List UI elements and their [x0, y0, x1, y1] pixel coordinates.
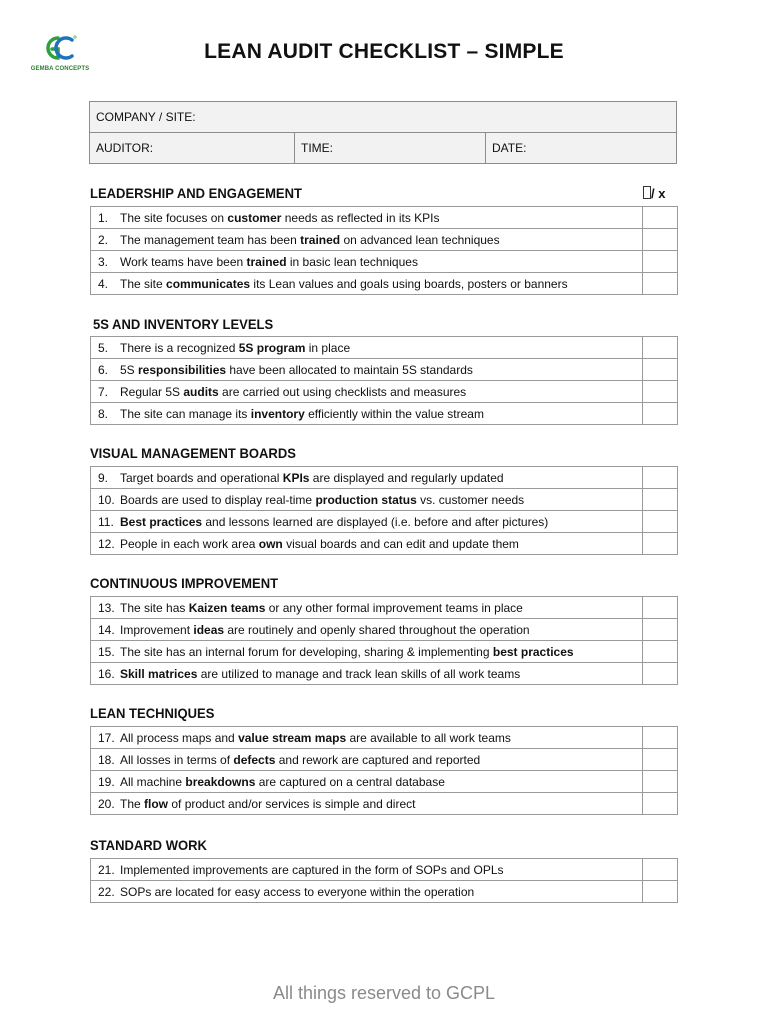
item-keyword: production status — [315, 492, 417, 507]
item-text: The site focuses on — [120, 210, 228, 225]
checklist-item-text — [91, 881, 643, 903]
check-box[interactable] — [643, 251, 678, 273]
checklist-item-text — [91, 403, 643, 425]
section-heading: 5S AND INVENTORY LEVELS — [93, 316, 274, 332]
item-keyword: customer — [227, 210, 282, 225]
checklist-row — [91, 727, 678, 749]
item-number: 16. — [98, 666, 115, 681]
item-text: SOPs are located for easy access to everyone within the operation — [120, 884, 475, 899]
item-text: The site — [120, 276, 167, 291]
item-text: efficiently within the value stream — [304, 406, 484, 421]
checklist-item-text — [91, 771, 643, 793]
section-table — [90, 336, 678, 425]
checklist-item-text — [91, 727, 643, 749]
check-box[interactable] — [643, 403, 678, 425]
item-keyword: trained — [300, 232, 341, 247]
checklist-item-text — [91, 251, 643, 273]
checklist-row — [91, 467, 678, 489]
checklist-item-text — [91, 207, 643, 229]
check-box[interactable] — [643, 663, 678, 685]
item-number: 12. — [98, 536, 115, 551]
checklist-item-text — [91, 489, 643, 511]
page-title: LEAN AUDIT CHECKLIST – SIMPLE — [204, 40, 564, 63]
checklist-item-text — [91, 511, 643, 533]
item-keyword: Best practices — [120, 514, 203, 529]
item-number: 21. — [98, 862, 115, 877]
item-keyword: ideas — [193, 622, 225, 637]
checklist-row — [91, 641, 678, 663]
item-text: in basic lean techniques — [286, 254, 418, 269]
checklist-row — [91, 859, 678, 881]
checklist-row — [91, 771, 678, 793]
item-text: There is a recognized — [120, 340, 239, 355]
item-number: 3. — [98, 254, 109, 269]
item-keyword: best practices — [492, 644, 574, 659]
section-heading: CONTINUOUS IMPROVEMENT — [90, 575, 279, 591]
item-text: or any other formal improvement teams in place — [265, 600, 523, 615]
item-text: are captured on a central database — [255, 774, 445, 789]
item-text: of product and/or services is simple and direct — [168, 796, 416, 811]
item-number: 20. — [98, 796, 115, 811]
item-keyword: defects — [233, 752, 276, 767]
footer-note: All things reserved to GCPL — [272, 983, 496, 1003]
item-text: and rework are captured and reported — [275, 752, 481, 767]
item-text: All process maps and — [120, 730, 239, 745]
item-number: 17. — [98, 730, 115, 745]
checklist-item-text — [91, 359, 643, 381]
checklist-item-text — [91, 793, 643, 815]
item-text: The site has an internal forum for developing, sharing & implementing — [120, 644, 493, 659]
item-number: 8. — [98, 406, 109, 421]
item-keyword: own — [258, 536, 283, 551]
item-number: 18. — [98, 752, 115, 767]
section-heading: STANDARD WORK — [90, 837, 207, 853]
section-table — [90, 726, 678, 815]
item-keyword: inventory — [250, 406, 305, 421]
checklist-row — [91, 619, 678, 641]
item-keyword: audits — [183, 384, 219, 399]
item-number: 5. — [98, 340, 109, 355]
check-box[interactable] — [643, 793, 678, 815]
company-site-field[interactable]: COMPANY / SITE: — [90, 102, 677, 133]
check-box[interactable] — [643, 207, 678, 229]
checklist-item-text — [91, 663, 643, 685]
checklist-row — [91, 273, 678, 295]
item-text: in place — [305, 340, 351, 355]
item-text: and lessons learned are displayed (i.e. before and after pictures) — [202, 514, 549, 529]
checklist-item-text — [91, 467, 643, 489]
check-box[interactable] — [643, 467, 678, 489]
item-keyword: breakdowns — [185, 774, 256, 789]
item-number: 2. — [98, 232, 109, 247]
check-box[interactable] — [643, 771, 678, 793]
check-box[interactable] — [643, 533, 678, 555]
check-box[interactable] — [643, 597, 678, 619]
check-box[interactable] — [643, 273, 678, 295]
section-heading: LEADERSHIP AND ENGAGEMENT — [90, 185, 302, 201]
item-number: 22. — [98, 884, 115, 899]
checklist-row — [91, 533, 678, 555]
item-text: are utilized to manage and track lean skills of all work teams — [197, 666, 521, 681]
check-box[interactable] — [643, 229, 678, 251]
item-keyword: trained — [246, 254, 287, 269]
item-text: 5S — [120, 362, 139, 377]
item-text: The site can manage its — [120, 406, 251, 421]
item-number: 14. — [98, 622, 115, 637]
check-box[interactable] — [643, 337, 678, 359]
time-field[interactable]: TIME: — [295, 133, 486, 164]
item-number: 6. — [98, 362, 109, 377]
item-number: 15. — [98, 644, 115, 659]
item-number: 1. — [98, 210, 109, 225]
item-number: 13. — [98, 600, 115, 615]
item-text: Improvement — [120, 622, 194, 637]
check-box[interactable] — [643, 511, 678, 533]
audit-info-table — [89, 101, 677, 164]
item-text: The site has — [120, 600, 189, 615]
checklist-item-text — [91, 619, 643, 641]
checklist-row — [91, 793, 678, 815]
item-text: are displayed and regularly updated — [309, 470, 504, 485]
item-keyword: Skill matrices — [120, 666, 198, 681]
check-box[interactable] — [643, 619, 678, 641]
date-field[interactable]: DATE: — [486, 133, 677, 164]
item-keyword: responsibilities — [138, 362, 227, 377]
checklist-item-text — [91, 533, 643, 555]
checklist-item-text — [91, 337, 643, 359]
section-heading: VISUAL MANAGEMENT BOARDS — [90, 445, 296, 461]
item-text: vs. customer needs — [416, 492, 525, 507]
item-text: All losses in terms of — [120, 752, 234, 767]
checklist-row — [91, 251, 678, 273]
item-number: 10. — [98, 492, 115, 507]
check-box[interactable] — [643, 859, 678, 881]
logo-caption: GEMBA CONCEPTS — [30, 66, 90, 72]
checklist-row — [91, 881, 678, 903]
checklist-row — [91, 381, 678, 403]
checklist-item-text — [91, 381, 643, 403]
checklist-item-text — [91, 749, 643, 771]
item-text: Boards are used to display real-time — [120, 492, 316, 507]
item-number: 19. — [98, 774, 115, 789]
item-text: People in each work area — [120, 536, 259, 551]
check-mark-icon — [643, 186, 651, 199]
checklist-row — [91, 207, 678, 229]
item-number: 4. — [98, 276, 109, 291]
item-keyword: 5S program — [238, 340, 306, 355]
checklist-row — [91, 511, 678, 533]
checklist-item-text — [91, 229, 643, 251]
item-keyword: communicates — [166, 276, 251, 291]
item-keyword: flow — [144, 796, 169, 811]
checklist-row — [91, 359, 678, 381]
section-table — [90, 466, 678, 555]
item-text: on advanced lean techniques — [340, 232, 500, 247]
check-header-label: / x — [651, 186, 666, 201]
item-text: All machine — [120, 774, 186, 789]
checklist-item-text — [91, 273, 643, 295]
auditor-field[interactable]: AUDITOR: — [90, 133, 295, 164]
item-keyword: value stream maps — [238, 730, 347, 745]
item-text: needs as reflected in its KPIs — [281, 210, 440, 225]
checklist-row — [91, 749, 678, 771]
item-text: Target boards and operational — [120, 470, 283, 485]
item-keyword: KPIs — [282, 470, 310, 485]
item-text: The — [120, 796, 145, 811]
item-text: are carried out using checklists and measures — [218, 384, 467, 399]
item-text: Work teams have been — [120, 254, 247, 269]
check-box[interactable] — [643, 749, 678, 771]
item-text: are routinely and openly shared throughout the operation — [224, 622, 530, 637]
item-text: Implemented improvements are captured in the form of SOPs and OPLs — [120, 862, 504, 877]
checklist-item-text — [91, 859, 643, 881]
checklist-row — [91, 229, 678, 251]
check-box[interactable] — [643, 359, 678, 381]
checklist-row — [91, 403, 678, 425]
checklist-row — [91, 597, 678, 619]
checklist-item-text — [91, 641, 643, 663]
check-box[interactable] — [643, 727, 678, 749]
checklist-item-text — [91, 597, 643, 619]
check-box[interactable] — [643, 381, 678, 403]
item-text: visual boards and can edit and update them — [282, 536, 519, 551]
check-box[interactable] — [643, 641, 678, 663]
checklist-row — [91, 663, 678, 685]
item-number: 9. — [98, 470, 109, 485]
section-table — [90, 596, 678, 685]
checklist-row — [91, 337, 678, 359]
checklist-row — [91, 489, 678, 511]
check-box[interactable] — [643, 489, 678, 511]
item-text: Regular 5S — [120, 384, 184, 399]
check-column-header — [643, 186, 665, 201]
section-table — [90, 858, 678, 903]
item-number: 11. — [98, 514, 114, 529]
item-text: its Lean values and goals using boards, posters or banners — [250, 276, 568, 291]
item-text: The management team has been — [120, 232, 301, 247]
item-text: are available to all work teams — [346, 730, 511, 745]
item-text: have been allocated to maintain 5S standards — [226, 362, 473, 377]
check-box[interactable] — [643, 881, 678, 903]
item-keyword: Kaizen teams — [188, 600, 266, 615]
section-heading: LEAN TECHNIQUES — [90, 705, 215, 721]
item-number: 7. — [98, 384, 109, 399]
section-table — [90, 206, 678, 295]
